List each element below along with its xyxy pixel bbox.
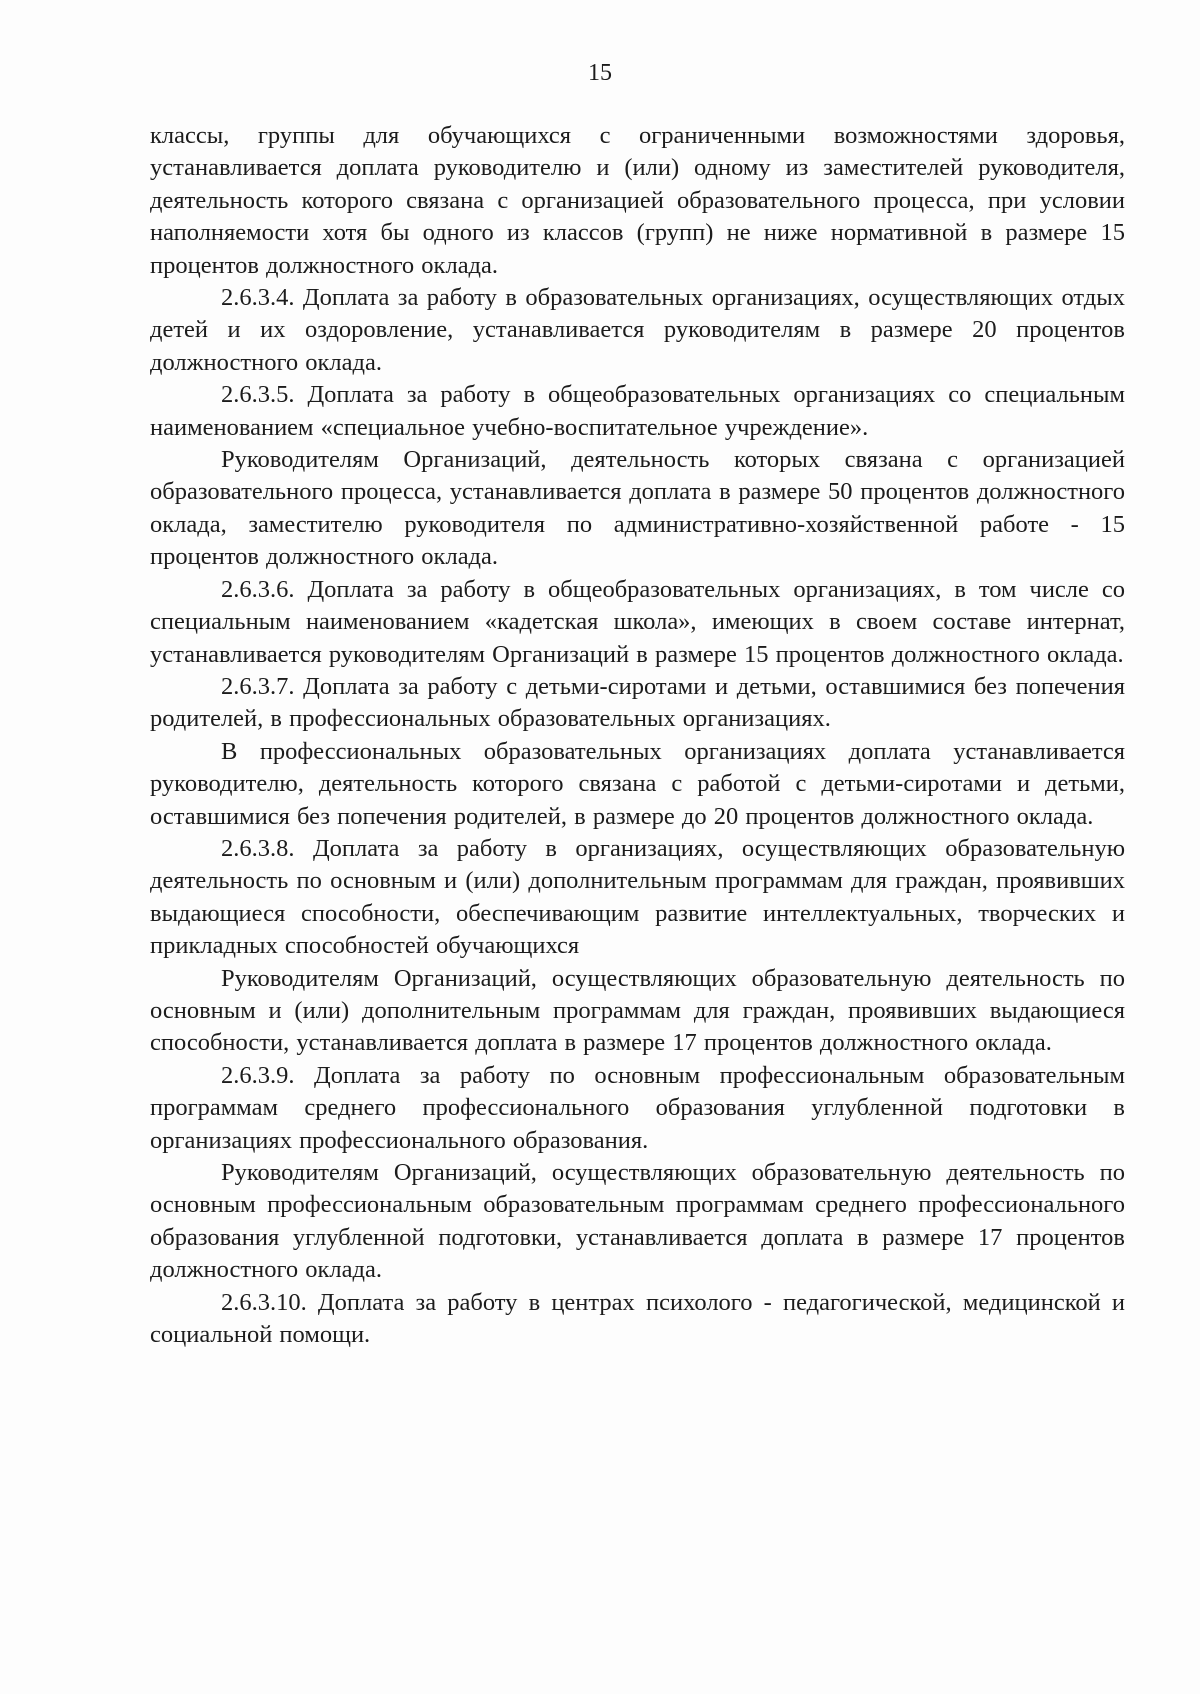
paragraph: 2.6.3.9. Доплата за работу по основным профессиональным образовательным программам среднего профессионального образования углубленной подготовки в организациях профессионального образования. [150, 1061, 1125, 1154]
paragraph: 2.6.3.5. Доплата за работу в общеобразовательных организациях со специальным наименованием «специальное учебно-воспитательное учреждение». [150, 381, 1125, 441]
paragraph: 2.6.3.4. Доплата за работу в образовательных организациях, осуществляющих отдых детей и их оздоровление, устанавливается руководителям в размере 20 процентов должностного оклада. [150, 284, 1125, 376]
paragraph: Руководителям Организаций, осуществляющих образовательную деятельность по основным профессиональным образовательным программам среднего профессионального образования углубленной подготовки, устанавливается доплата в размере 17 процентов должностного оклада. [150, 1159, 1125, 1284]
paragraph: 2.6.3.8. Доплата за работу в организациях, осуществляющих образовательную деятельность по основным и (или) дополнительным программам для граждан, проявивших выдающиеся способности, обеспечивающим развитие интеллектуальных, творческих и прикладных способностей обучающихся [150, 834, 1125, 960]
page-number: 15 [588, 60, 612, 86]
paragraph: классы, группы для обучающихся с ограниченными возможностями здоровья, устанавливается доплата руководителю и (или) одному из заместителей руководителя, деятельность которого связана с организацией образовательного процесса, при условии наполняемости хотя бы одного из классов (групп) не ниже нормативной в размере 15 процентов должностного оклада. [150, 122, 1125, 279]
paragraph: 2.6.3.10. Доплата за работу в центрах психолого - педагогической, медицинской и социальной помощи. [150, 1288, 1125, 1349]
paragraph: 2.6.3.7. Доплата за работу с детьми-сиротами и детьми, оставшимися без попечения родителей, в профессиональных образовательных организациях. [150, 672, 1125, 733]
paragraph: Руководителям Организаций, осуществляющих образовательную деятельность по основным и (или) дополнительным программам для граждан, проявивших выдающиеся способности, устанавливается доплата в размере 17 процентов должностного оклада. [150, 964, 1125, 1057]
document-body [150, 120, 1125, 1351]
paragraph: В профессиональных образовательных организациях доплата устанавливается руководителю, деятельность которого связана с работой с детьми-сиротами и детьми, оставшимися без попечения родителей, в размере до 20 процентов должностного оклада. [150, 737, 1125, 830]
paragraph: 2.6.3.6. Доплата за работу в общеобразовательных организациях, в том числе со специальным наименованием «кадетская школа», имеющих в своем составе интернат, устанавливается руководителям Организаций в размере 15 процентов должностного оклада. [150, 575, 1125, 668]
paragraph: Руководителям Организаций, деятельность которых связана с организацией образовательного процесса, устанавливается доплата в размере 50 процентов должностного оклада, заместителю руководителя по административно-хозяйственной работе - 15 процентов должностного оклада. [150, 446, 1125, 571]
